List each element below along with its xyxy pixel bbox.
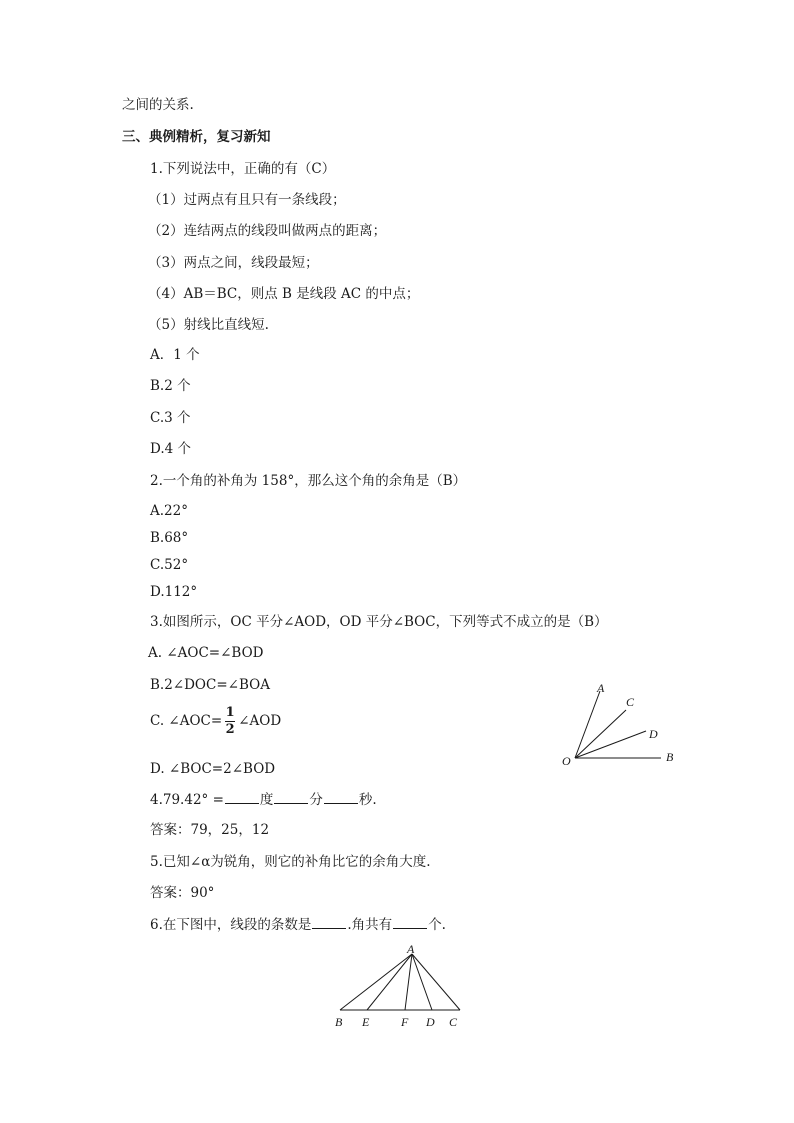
option-b: B.2 个 [150, 378, 191, 394]
triangle-figure [325, 940, 475, 1035]
segment-af [405, 954, 412, 1010]
label-b: B [666, 750, 674, 764]
label-e: E [362, 1015, 370, 1029]
label-c: C [449, 1015, 458, 1029]
q4-degree: 度 [259, 792, 274, 808]
option-a: A．1 个 [150, 347, 200, 363]
answer-blank [324, 790, 358, 804]
question-6 [150, 915, 446, 934]
q6-middle: .角共有 [347, 917, 393, 933]
segment-ad [412, 954, 432, 1010]
option-b: B.68° [150, 530, 189, 546]
option-d: D. ∠BOC=2∠BOD [150, 761, 276, 777]
answer-blank [225, 790, 259, 804]
label-f: F [401, 1015, 409, 1029]
question-3: 3.如图所示，OC 平分∠AOD，OD 平分∠BOC，下列等式不成立的是（B） [150, 614, 608, 630]
option-c [150, 706, 281, 737]
q4-prefix: 4.79.42° = [150, 792, 224, 808]
answer-blank [312, 915, 346, 929]
answer-4: 答案：79，25，12 [150, 822, 270, 838]
ray-oa [575, 691, 600, 758]
label-b: B [335, 1015, 343, 1029]
option-c: C.52° [150, 557, 189, 573]
label-d: D [649, 727, 658, 741]
answer-5: 答案：90° [150, 885, 215, 901]
label-o: O [562, 754, 571, 768]
option-c-prefix: C. ∠AOC= [150, 713, 223, 729]
ray-od [575, 731, 646, 758]
label-d: D [426, 1015, 435, 1029]
ray-oc [575, 710, 626, 758]
segment-ae [367, 954, 412, 1010]
option-a: A.22° [150, 503, 188, 519]
q4-second: 秒. [358, 792, 377, 808]
q6-prefix: 6.在下图中，线段的条数是 [150, 917, 312, 933]
statement-2: （2）连结两点的线段叫做两点的距离； [148, 223, 387, 239]
option-c-suffix: ∠AOD [238, 713, 282, 729]
question-4 [150, 790, 377, 809]
question-1: 1.下列说法中，正确的有（C） [150, 161, 336, 177]
label-a: A [597, 681, 605, 695]
text-line: 之间的关系. [122, 97, 194, 113]
statement-4: （4）AB＝BC，则点 B 是线段 AC 的中点； [148, 286, 420, 302]
fraction [225, 706, 235, 737]
answer-blank [393, 915, 427, 929]
fraction-numerator: 1 [225, 705, 235, 720]
option-b: B.2∠DOC=∠BOA [150, 677, 270, 693]
question-2: 2.一个角的补角为 158°，那么这个角的余角是（B） [150, 473, 467, 489]
angle-figure [555, 675, 685, 775]
statement-3: （3）两点之间，线段最短； [148, 255, 319, 271]
question-5: 5.已知∠α为锐角，则它的补角比它的余角大度. [150, 854, 431, 870]
q6-suffix: 个. [428, 917, 446, 933]
statement-5: （5）射线比直线短. [148, 317, 269, 333]
section-heading: 三、典例精析，复习新知 [122, 129, 271, 145]
label-a: A [407, 942, 415, 956]
label-c: C [626, 695, 635, 709]
segment-ab [340, 954, 412, 1010]
option-c: C.3 个 [150, 410, 191, 426]
q4-minute: 分 [309, 792, 323, 808]
option-d: D.4 个 [150, 441, 192, 457]
option-a: A. ∠AOC=∠BOD [148, 645, 264, 661]
statement-1: （1）过两点有且只有一条线段； [148, 192, 346, 208]
segment-ac [412, 954, 460, 1010]
fraction-denominator: 2 [225, 722, 235, 737]
answer-blank [274, 790, 308, 804]
option-d: D.112° [150, 584, 198, 600]
